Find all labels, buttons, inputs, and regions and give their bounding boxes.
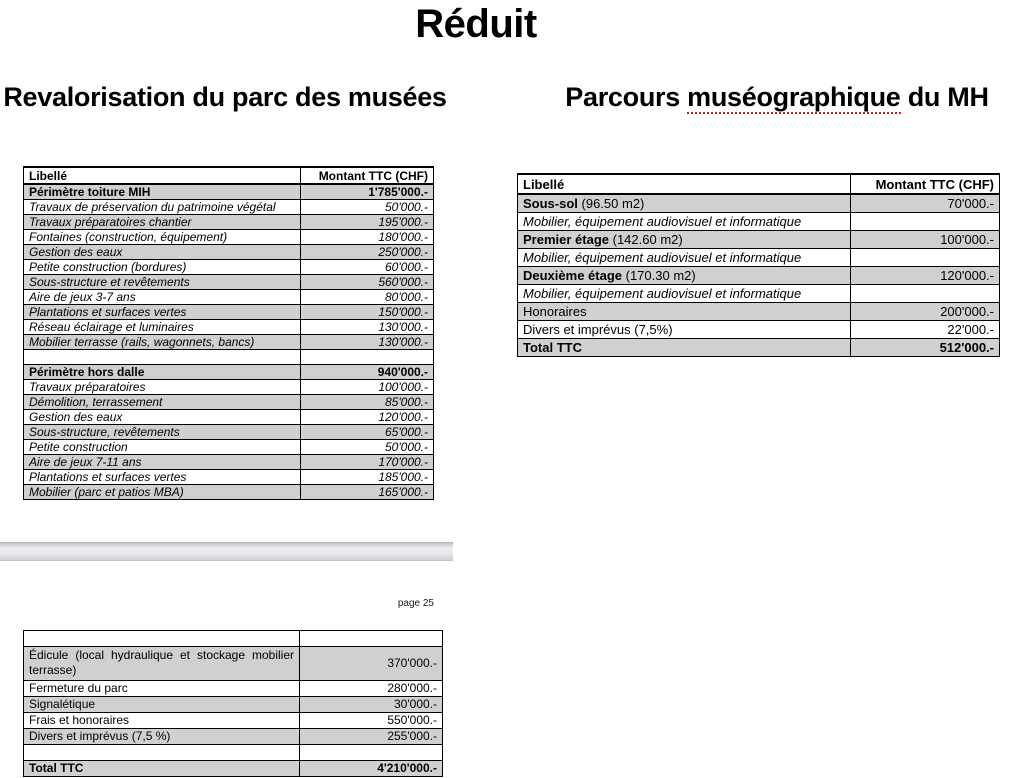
row-label [24,631,300,647]
row-label: Plantations et surfaces vertes [24,470,301,485]
table-row [24,713,443,729]
row-label: Travaux préparatoires chantier [24,215,301,230]
row-value: 22'000.- [851,321,1000,339]
table-row [518,321,1000,339]
table-row [24,410,434,425]
table-row [24,470,434,485]
row-value [300,745,443,761]
row-value: 255'000.- [300,729,443,745]
row-label: Mobilier, équipement audiovisuel et informatique [518,285,851,303]
table-header-row [518,174,1000,194]
table-row [518,267,1000,285]
table-row [518,213,1000,231]
row-value: 130'000.- [301,335,434,350]
table-row [24,395,434,410]
row-value [851,213,1000,231]
row-value: 30'000.- [300,697,443,713]
row-label: Fontaines (construction, équipement) [24,230,301,245]
row-value: 60'000.- [301,260,434,275]
table-row [518,194,1000,213]
row-label: Gestion des eaux [24,245,301,260]
row-label: Gestion des eaux [24,410,301,425]
table-row [24,335,434,350]
left-cost-table [23,166,434,500]
page-number-label: page 25 [397,598,434,609]
row-label: Périmètre hors dalle [24,365,301,380]
row-value: 165'000.- [301,485,434,500]
row-label: Petite construction (bordures) [24,260,301,275]
row-value: 195'000.- [301,215,434,230]
table-row [518,249,1000,267]
table-row [24,305,434,320]
left-section-heading: Revalorisation du parc des musées [3,82,447,112]
table-row [518,339,1000,357]
table-row [24,745,443,761]
row-value: 120'000.- [301,410,434,425]
row-value: 100'000.- [301,380,434,395]
row-label: Premier étage (142.60 m2) [518,231,851,249]
table-row [24,761,443,777]
row-label: Démolition, terrassement [24,395,301,410]
row-label: Mobilier (parc et patios MBA) [24,485,301,500]
row-label: Réseau éclairage et luminaires [24,320,301,335]
table-row [24,440,434,455]
table-header-row [24,167,434,184]
row-value: 50'000.- [301,440,434,455]
table-row [24,365,434,380]
row-value: 4'210'000.- [300,761,443,777]
row-value: 120'000.- [851,267,1000,285]
row-value: 280'000.- [300,681,443,697]
column-header-montant: Montant TTC (CHF) [301,167,434,184]
row-value: 550'000.- [300,713,443,729]
row-label: Édicule (local hydraulique et stockage mobilier terrasse) [24,647,300,681]
row-label: Sous-structure, revêtements [24,425,301,440]
table-row [24,184,434,200]
row-value: 1'785'000.- [301,184,434,200]
row-label: Divers et imprévus (7,5%) [518,321,851,339]
row-value: 250'000.- [301,245,434,260]
row-label: Mobilier terrasse (rails, wagonnets, bancs) [24,335,301,350]
table-row [518,303,1000,321]
table-row [518,231,1000,249]
row-label: Petite construction [24,440,301,455]
row-value: 180'000.- [301,230,434,245]
right-cost-table [517,173,1000,357]
row-label: Périmètre toiture MIH [24,184,301,200]
page-break-separator [0,542,453,561]
row-value: 130'000.- [301,320,434,335]
row-value: 80'000.- [301,290,434,305]
row-value: 170'000.- [301,455,434,470]
table-row [24,455,434,470]
table-row [24,729,443,745]
table-row [24,320,434,335]
table-row [24,380,434,395]
table-row [24,350,434,365]
right-heading-post: du MH [900,82,989,112]
column-header-montant: Montant TTC (CHF) [851,174,1000,194]
row-value: 70'000.- [851,194,1000,213]
row-label: Fermeture du parc [24,681,300,697]
table-row [24,290,434,305]
row-label: Frais et honoraires [24,713,300,729]
table-row [24,647,443,681]
column-header-libelle: Libellé [518,174,851,194]
row-value: 940'000.- [301,365,434,380]
row-label: Aire de jeux 7-11 ans [24,455,301,470]
table-row [24,230,434,245]
row-label [24,745,300,761]
row-label: Mobilier, équipement audiovisuel et informatique [518,249,851,267]
table-row [24,425,434,440]
table-row [24,485,434,500]
row-value: 150'000.- [301,305,434,320]
row-value: 200'000.- [851,303,1000,321]
row-label: Sous-sol (96.50 m2) [518,194,851,213]
row-value [851,285,1000,303]
row-value: 560'000.- [301,275,434,290]
row-label: Divers et imprévus (7,5 %) [24,729,300,745]
row-value: 100'000.- [851,231,1000,249]
row-label [24,350,301,365]
row-value: 370'000.- [300,647,443,681]
table-row [24,200,434,215]
right-section-heading [530,80,1024,115]
right-heading-misspelled-word: muséographique [687,82,901,112]
row-value [851,249,1000,267]
row-value [300,631,443,647]
row-label: Signalétique [24,697,300,713]
column-header-libelle: Libellé [24,167,301,184]
table-row [24,631,443,647]
row-value: 512'000.- [851,339,1000,357]
right-heading-pre: Parcours [565,82,688,112]
row-value: 185'000.- [301,470,434,485]
table-row [24,275,434,290]
row-label: Deuxième étage (170.30 m2) [518,267,851,285]
row-value: 85'000.- [301,395,434,410]
row-value: 50'000.- [301,200,434,215]
row-label: Total TTC [24,761,300,777]
bottom-cost-table-continued [23,630,443,777]
row-label: Total TTC [518,339,851,357]
row-label: Plantations et surfaces vertes [24,305,301,320]
table-row [24,245,434,260]
table-row [518,285,1000,303]
table-row [24,681,443,697]
row-label: Travaux de préservation du patrimoine végétal [24,200,301,215]
row-label: Travaux préparatoires [24,380,301,395]
row-value: 65'000.- [301,425,434,440]
row-label: Sous-structure et revêtements [24,275,301,290]
table-row [24,697,443,713]
table-row [24,260,434,275]
row-label: Aire de jeux 3-7 ans [24,290,301,305]
row-label: Mobilier, équipement audiovisuel et informatique [518,213,851,231]
row-label: Honoraires [518,303,851,321]
table-row [24,215,434,230]
row-value [301,350,434,365]
slide-title: Réduit [415,2,537,46]
